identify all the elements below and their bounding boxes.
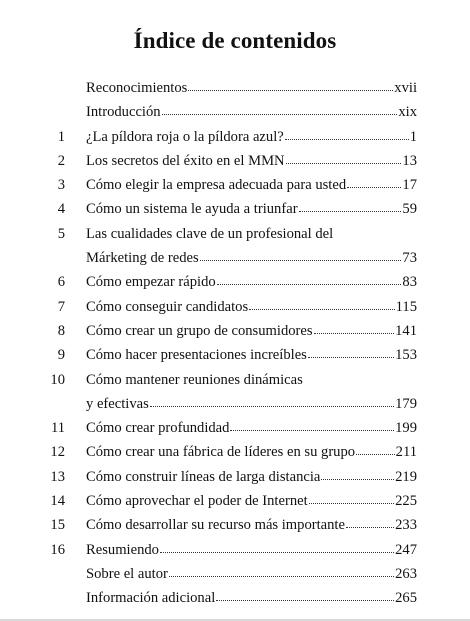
chapter-title: Resumiendo: [86, 541, 159, 558]
chapter-number: 12: [50, 444, 65, 461]
page-number: 233: [395, 517, 417, 534]
toc-entry-line: [86, 270, 417, 294]
chapter-number: 5: [57, 225, 65, 242]
page-number: xvii: [394, 80, 417, 96]
toc-entry-row: [0, 538, 470, 562]
page-number: xix: [398, 104, 417, 121]
page-number: 153: [395, 347, 417, 364]
toc-entry-row: [0, 270, 470, 294]
toc-entry-line: [86, 246, 417, 270]
toc-entry-row: [0, 222, 470, 246]
toc-entry-row: [0, 173, 470, 197]
dot-leader: [216, 599, 394, 601]
page-title: Índice de contenidos: [133, 28, 337, 53]
page-number: 211: [395, 444, 417, 461]
dot-leader: [321, 478, 394, 480]
chapter-number: 9: [57, 347, 65, 364]
dot-leader: [162, 113, 398, 115]
page-number: 219: [395, 468, 417, 485]
dot-leader: [188, 89, 393, 91]
table-of-contents: [0, 76, 470, 611]
page-number: 13: [402, 152, 417, 169]
toc-entry-row: [0, 392, 470, 416]
chapter-number: 10: [50, 371, 65, 388]
toc-entry-line: [86, 100, 417, 124]
dot-leader: [286, 162, 402, 164]
toc-entry-row: [0, 562, 470, 586]
chapter-title: Cómo conseguir candidatos: [86, 298, 249, 315]
chapter-title: Cómo un sistema le ayuda a triunfar: [86, 201, 298, 218]
chapter-title: Márketing de redes: [86, 250, 199, 267]
dot-leader: [217, 283, 402, 285]
chapter-number: 4: [57, 201, 65, 218]
dot-leader: [308, 356, 394, 358]
toc-entry-line: [86, 489, 417, 513]
chapter-number: 11: [50, 420, 65, 437]
chapter-number: 14: [50, 493, 65, 510]
chapter-title: Los secretos del éxito en el MMN: [86, 152, 285, 169]
chapter-title: Cómo hacer presentaciones increíbles: [86, 347, 307, 364]
chapter-number: 13: [50, 468, 65, 485]
dot-leader: [347, 186, 401, 188]
chapter-number: 7: [57, 298, 65, 315]
chapter-title: y efectivas: [86, 395, 149, 412]
page-number: 83: [402, 274, 417, 291]
page-number: 199: [395, 420, 417, 437]
page-number: 265: [395, 590, 417, 607]
page-number: 263: [395, 565, 417, 582]
chapter-title: Cómo construir líneas de larga distancia: [86, 468, 321, 485]
toc-entry-line: [86, 392, 417, 416]
dot-leader: [314, 332, 395, 334]
chapter-title: Reconocimientos: [86, 80, 188, 96]
toc-entry-row: [0, 343, 470, 367]
page-number: 1: [409, 128, 417, 145]
chapter-title: Cómo crear una fábrica de líderes en su grupo: [86, 444, 356, 461]
toc-entry-row: [0, 368, 470, 392]
toc-entry-row: [0, 295, 470, 319]
chapter-title: Cómo mantener reuniones dinámicas: [86, 371, 303, 388]
toc-entry-row: [0, 440, 470, 464]
toc-entry-row: [0, 465, 470, 489]
dot-leader: [299, 210, 402, 212]
chapter-title: Cómo crear profundidad: [86, 420, 230, 437]
chapter-number: 3: [57, 177, 65, 194]
page-number: 115: [395, 298, 417, 315]
dot-leader: [200, 259, 402, 261]
page-number: 225: [395, 493, 417, 510]
toc-entry-row: [0, 319, 470, 343]
toc-entry-line: [86, 562, 417, 586]
toc-entry-line: [86, 173, 417, 197]
page-number: 179: [395, 395, 417, 412]
toc-entry-line: [86, 222, 417, 246]
chapter-title: ¿La píldora roja o la píldora azul?: [86, 128, 284, 145]
toc-entry-row: [0, 149, 470, 173]
toc-entry-line: [86, 197, 417, 221]
toc-entry-line: [86, 76, 417, 100]
dot-leader: [169, 575, 394, 577]
toc-entry-line: [86, 149, 417, 173]
toc-entry-row: [0, 246, 470, 270]
chapter-number: 1: [57, 128, 65, 145]
chapter-title: Introducción: [86, 104, 161, 121]
dot-leader: [309, 502, 394, 504]
page-number: 17: [402, 177, 417, 194]
toc-entry-line: [86, 416, 417, 440]
toc-entry-line: [86, 343, 417, 367]
chapter-title: Cómo empezar rápido: [86, 274, 216, 291]
chapter-title: Información adicional: [86, 590, 216, 607]
chapter-title: Cómo desarrollar su recurso más importante: [86, 517, 345, 534]
toc-entry-line: [86, 319, 417, 343]
toc-entry-line: [86, 538, 417, 562]
dot-leader: [249, 308, 395, 310]
chapter-number: 15: [50, 517, 65, 534]
dot-leader: [150, 405, 394, 407]
toc-entry-row: [0, 100, 470, 124]
chapter-title: Las cualidades clave de un profesional del: [86, 225, 334, 242]
dot-leader: [230, 429, 394, 431]
dot-leader: [160, 551, 394, 553]
dot-leader: [346, 526, 394, 528]
toc-entry-row: [0, 197, 470, 221]
chapter-title: Cómo aprovechar el poder de Internet: [86, 493, 308, 510]
toc-entry-line: [86, 368, 417, 392]
page-number: 247: [395, 541, 417, 558]
toc-entry-row: [0, 489, 470, 513]
chapter-number: 2: [57, 152, 65, 169]
chapter-number: 8: [57, 322, 65, 339]
chapter-number: 16: [50, 541, 65, 558]
toc-entry-line: [86, 586, 417, 610]
chapter-title: Sobre el autor: [86, 565, 168, 582]
chapter-number: 6: [57, 274, 65, 291]
page-number: 59: [402, 201, 417, 218]
dot-leader: [285, 138, 409, 140]
toc-entry-row: [0, 586, 470, 610]
toc-entry-line: [86, 440, 417, 464]
chapter-title: Cómo elegir la empresa adecuada para usted: [86, 177, 347, 194]
toc-entry-row: [0, 76, 470, 100]
toc-entry-line: [86, 125, 417, 149]
toc-entry-row: [0, 513, 470, 537]
toc-entry-line: [86, 513, 417, 537]
page-number: 73: [402, 250, 417, 267]
toc-entry-row: [0, 125, 470, 149]
chapter-title: Cómo crear un grupo de consumidores: [86, 322, 313, 339]
toc-entry-row: [0, 416, 470, 440]
page-number: 141: [395, 322, 417, 339]
toc-entry-line: [86, 465, 417, 489]
dot-leader: [356, 453, 395, 455]
toc-entry-line: [86, 295, 417, 319]
